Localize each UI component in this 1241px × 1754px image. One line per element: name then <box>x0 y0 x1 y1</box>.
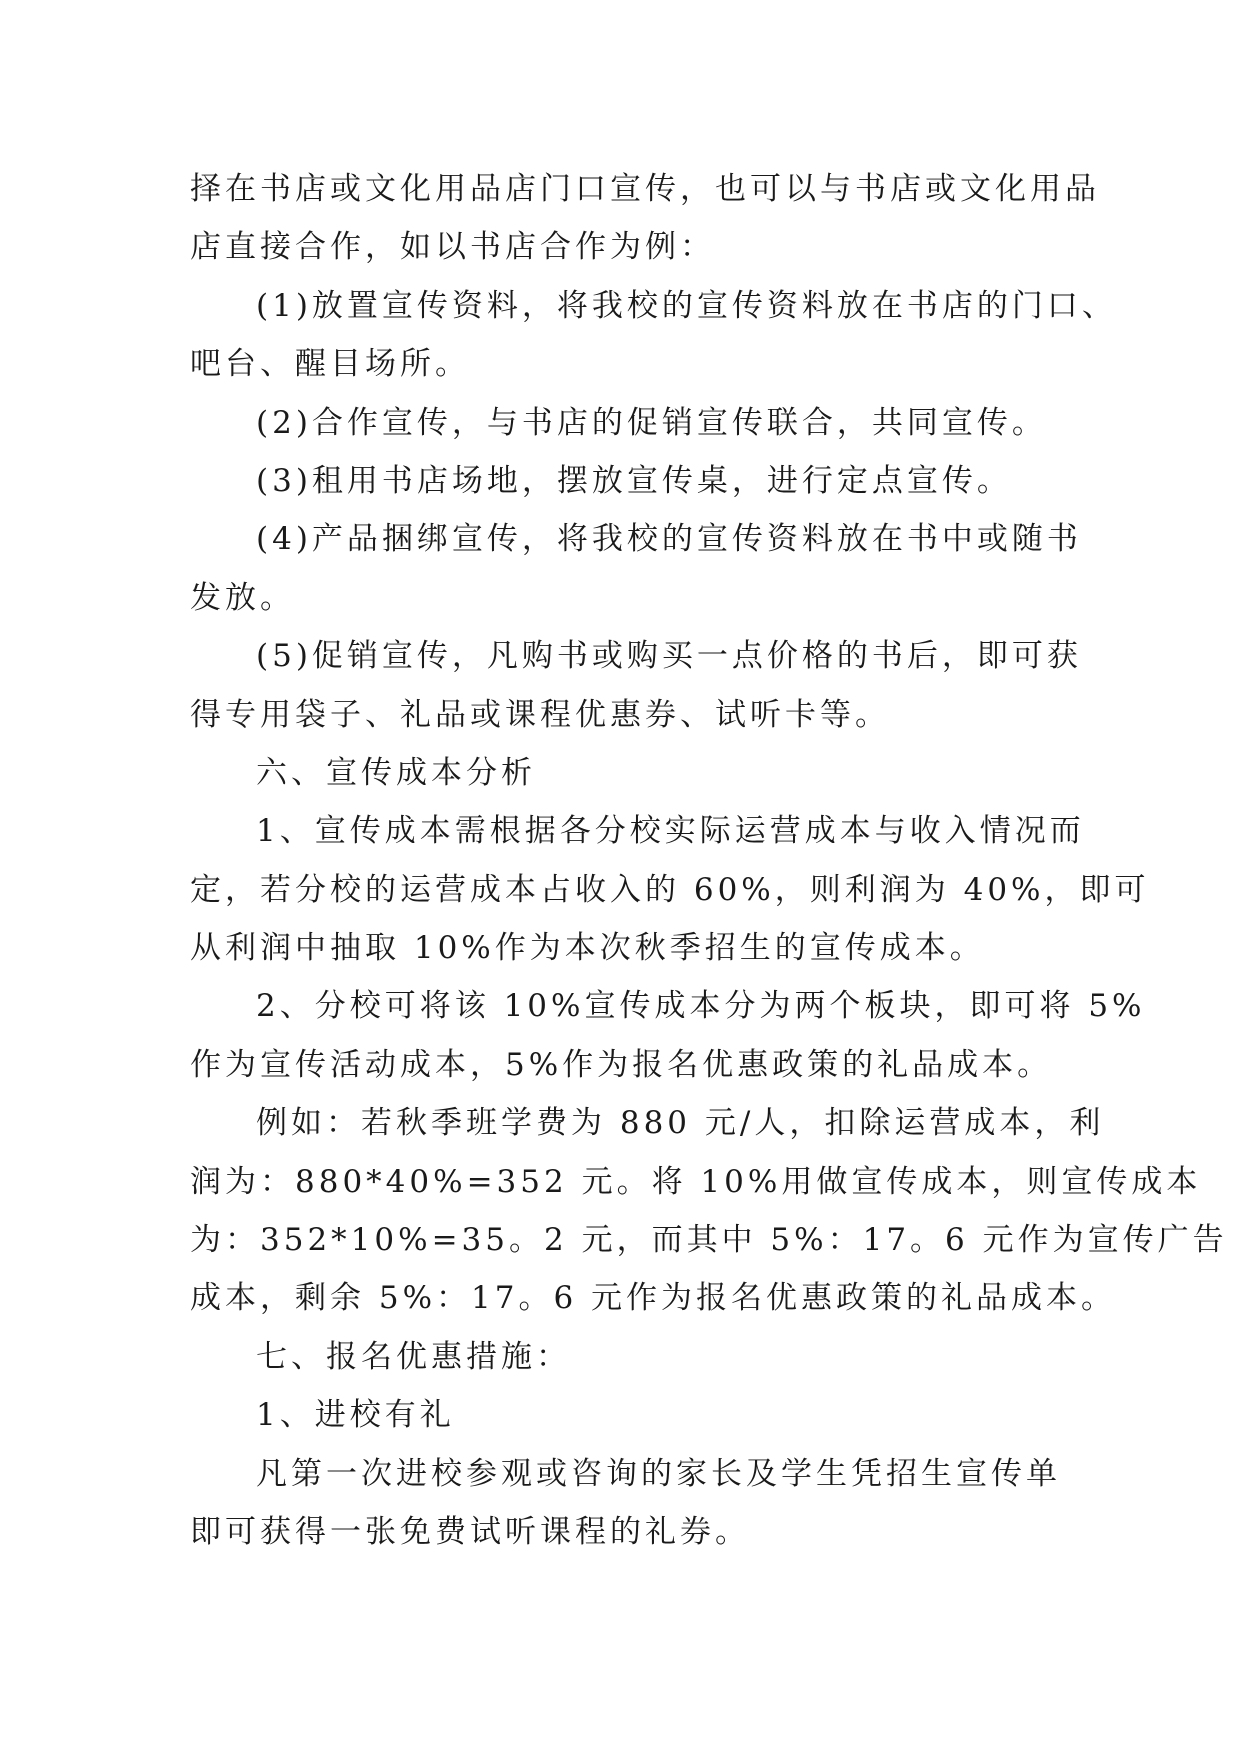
text-line: 成本，剩余 5%：17。6 元作为报名优惠政策的礼品成本。 <box>190 1280 1117 1317</box>
paragraph-gift: 凡第一次进校参观或咨询的家长及学生凭招生宣传单 <box>256 1455 1061 1492</box>
text-line: 为：352*10%=35。2 元，而其中 5%：17。6 元作为宣传广告 <box>190 1222 1228 1259</box>
text-line: 吧台、醒目场所。 <box>190 346 470 383</box>
paragraph-example: 例如：若秋季班学费为 880 元/人，扣除运营成本，利 <box>256 1105 1105 1142</box>
text-line: 作为宣传活动成本，5%作为报名优惠政策的礼品成本。 <box>190 1046 1053 1083</box>
list-item-3: (3)租用书店场地，摆放宣传桌，进行定点宣传。 <box>256 462 1012 499</box>
text-line: 择在书店或文化用品店门口宣传，也可以与书店或文化用品 <box>190 171 1100 207</box>
text-line: 得专用袋子、礼品或课程优惠券、试听卡等。 <box>190 696 890 733</box>
list-item-1: (1)放置宣传资料，将我校的宣传资料放在书店的门口、 <box>256 287 1117 324</box>
paragraph-cost-1: 1、宣传成本需根据各分校实际运营成本与收入情况而 <box>256 813 1085 850</box>
text-line: 店直接合作，如以书店合作为例： <box>190 229 715 266</box>
list-item-4: (4)产品捆绑宣传，将我校的宣传资料放在书中或随书 <box>256 521 1082 558</box>
text-line: 润为：880*40%=352 元。将 10%用做宣传成本，则宣传成本 <box>190 1163 1202 1200</box>
text-line: 定，若分校的运营成本占收入的 60%，则利润为 40%，即可 <box>190 871 1150 908</box>
section-heading-6: 六、宣传成本分析 <box>256 754 536 791</box>
document-body <box>190 160 1228 1561</box>
text-line: 从利润中抽取 10%作为本次秋季招生的宣传成本。 <box>190 930 985 967</box>
text-line: 发放。 <box>190 579 295 616</box>
subheading-gift: 1、进校有礼 <box>256 1397 455 1434</box>
section-heading-7: 七、报名优惠措施： <box>256 1338 571 1375</box>
paragraph-cost-2: 2、分校可将该 10%宣传成本分为两个板块，即可将 5% <box>256 988 1146 1025</box>
text-line: 即可获得一张免费试听课程的礼券。 <box>190 1513 750 1550</box>
list-item-5: (5)促销宣传，凡购书或购买一点价格的书后，即可获 <box>256 638 1082 675</box>
list-item-2: (2)合作宣传，与书店的促销宣传联合，共同宣传。 <box>256 404 1047 441</box>
